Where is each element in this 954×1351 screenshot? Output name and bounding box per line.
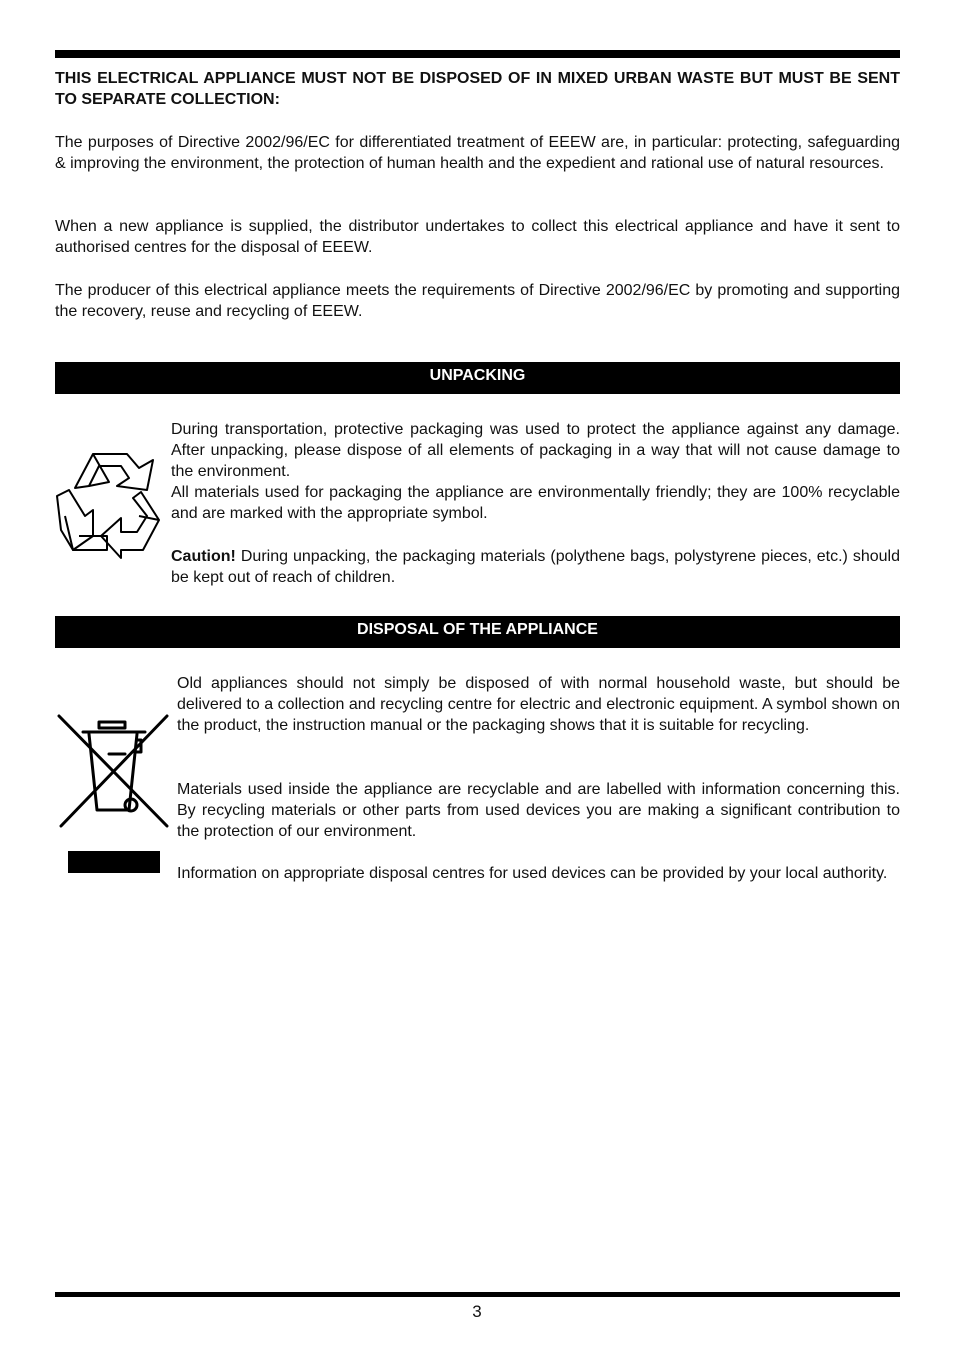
recycle-icon bbox=[55, 446, 167, 560]
bottom-rule bbox=[55, 1292, 900, 1297]
top-rule bbox=[55, 50, 900, 58]
producer-paragraph: The producer of this electrical appliance meets the requirements of Directive 2002/96/EC by promoting and supporting the recovery, reuse and recycling of EEEW. bbox=[55, 282, 900, 320]
distributor-paragraph: When a new appliance is supplied, the distributor undertakes to collect this electrical appliance and have it sent to authorised centres for the disposal of EEEW. bbox=[55, 218, 900, 256]
page-number: 3 bbox=[472, 1302, 482, 1321]
disposal-information-paragraph: Information on appropriate disposal centres for used devices can be provided by your local authority. bbox=[177, 865, 888, 882]
unpacking-caution-paragraph bbox=[171, 546, 900, 588]
disposal-warning: THIS ELECTRICAL APPLIANCE MUST NOT BE DISPOSED OF IN MIXED URBAN WASTE BUT MUST BE SENT TO SEPARATE COLLECTION: bbox=[55, 70, 900, 108]
unpacking-transport-paragraph: During transportation, protective packaging was used to protect the appliance against any damage. After unpacking, please dispose of all elements of packaging in a way that will not cause damage to the environment. bbox=[171, 421, 900, 480]
directive-purpose-paragraph: The purposes of Directive 2002/96/EC for differentiated treatment of EEEW are, in particular: protecting, safeguarding & improving the environment, the protection of human health and the expedient and rational use of natural resources. bbox=[55, 134, 900, 172]
unpacking-materials-paragraph: All materials used for packaging the appliance are environmentally friendly; they are 100% recyclable and are marked with the appropriate symbol. bbox=[171, 484, 900, 522]
unpacking-heading: UNPACKING bbox=[55, 362, 900, 394]
disposal-heading: DISPOSAL OF THE APPLIANCE bbox=[55, 616, 900, 648]
caution-text: During unpacking, the packaging materials (polythene bags, polystyrene pieces, etc.) should be kept out of reach of children. bbox=[171, 548, 900, 586]
caution-label: Caution! bbox=[171, 548, 236, 565]
crossed-bin-icon bbox=[55, 712, 173, 876]
disposal-household-paragraph: Old appliances should not simply be disposed of with normal household waste, but should be delivered to a collection and recycling centre for electric and electronic equipment. A symbol shown on the product, the instruction manual or the packaging shows that it is suitable for recycling. bbox=[177, 675, 900, 734]
disposal-materials-paragraph: Materials used inside the appliance are recyclable and are labelled with information concerning this. By recycling materials or other parts from used devices you are making a significant contribution to the protection of our environment. bbox=[177, 781, 900, 840]
